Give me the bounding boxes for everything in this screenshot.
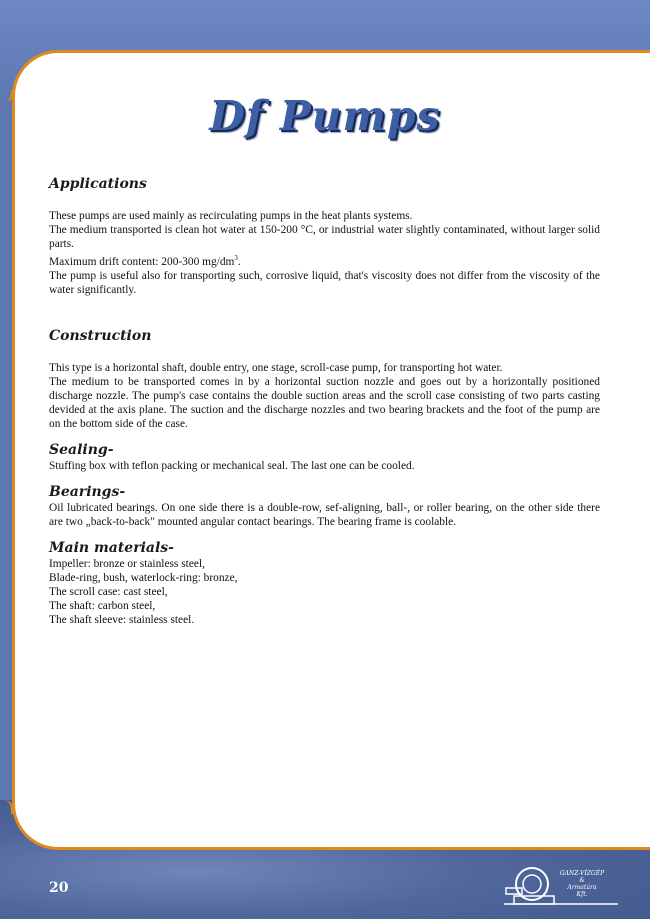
bearings-heading: Bearings- bbox=[49, 483, 126, 500]
sealing-text: Stuffing box with teflon packing or mechanical seal. The last one can be cooled. bbox=[49, 459, 415, 472]
drift-content-period: . bbox=[237, 255, 241, 268]
document-body bbox=[49, 175, 600, 627]
bearings-text: Oil lubricated bearings. On one side there is a double-row, sef-aligning, ball-, or roller bearing, on the other side there are two „back-to-back" mounted angular contact bearings. The bearing frame is coolable. bbox=[49, 501, 600, 528]
superscript-3: 3 bbox=[234, 254, 238, 262]
construction-paragraph: This type is a horizontal shaft, double entry, one stage, scroll-case pump, for transporting hot water. bbox=[49, 361, 503, 374]
materials-item: The shaft sleeve: stainless steel. bbox=[49, 613, 195, 626]
logo-line-3: Armatúra bbox=[567, 884, 597, 891]
applications-paragraph: These pumps are used mainly as recirculating pumps in the heat plants systems. bbox=[49, 210, 413, 222]
logo-line-4: Kft. bbox=[576, 891, 588, 898]
applications-paragraph: The medium transported is clean hot water at 150-200 °C, or industrial water slightly contaminated, without larger solid parts. bbox=[49, 224, 600, 250]
materials-item: The shaft: carbon steel, bbox=[49, 599, 156, 612]
materials-heading: Main materials- bbox=[49, 539, 174, 556]
applications-heading: Applications bbox=[49, 176, 147, 192]
construction-paragraph: The medium to be transported comes in by a horizontal suction nozzle and goes out by a horizontally positioned discharge nozzle. The pump's case contains the double suction areas and the scroll case consisting of two parts casting devided at the axis plane. The suction and the discharge nozzles and two bearing brackets and the foot of the pump are on the bottom side of the case. bbox=[49, 375, 600, 430]
materials-item: Impeller: bronze or stainless steel, bbox=[49, 557, 205, 570]
drift-content-text: Maximum drift content: 200-300 mg/dm bbox=[49, 255, 235, 268]
construction-heading: Construction bbox=[49, 327, 152, 344]
applications-paragraph bbox=[49, 251, 600, 269]
materials-item: The scroll case: cast steel, bbox=[49, 585, 168, 598]
sealing-heading: Sealing- bbox=[49, 441, 114, 458]
logo-text bbox=[552, 870, 612, 898]
applications-paragraph: The pump is useful also for transporting such, corrosive liquid, that's viscosity does not differ from the viscosity of the water significantly. bbox=[49, 269, 600, 296]
logo-line-1: GANZ-VÍZGÉP bbox=[559, 870, 605, 877]
page-title: Df Pumps bbox=[209, 92, 441, 140]
materials-item: Blade-ring, bush, waterlock-ring: bronze, bbox=[49, 571, 238, 584]
page-number: 20 bbox=[49, 880, 69, 896]
logo-line-2: & bbox=[579, 877, 585, 884]
